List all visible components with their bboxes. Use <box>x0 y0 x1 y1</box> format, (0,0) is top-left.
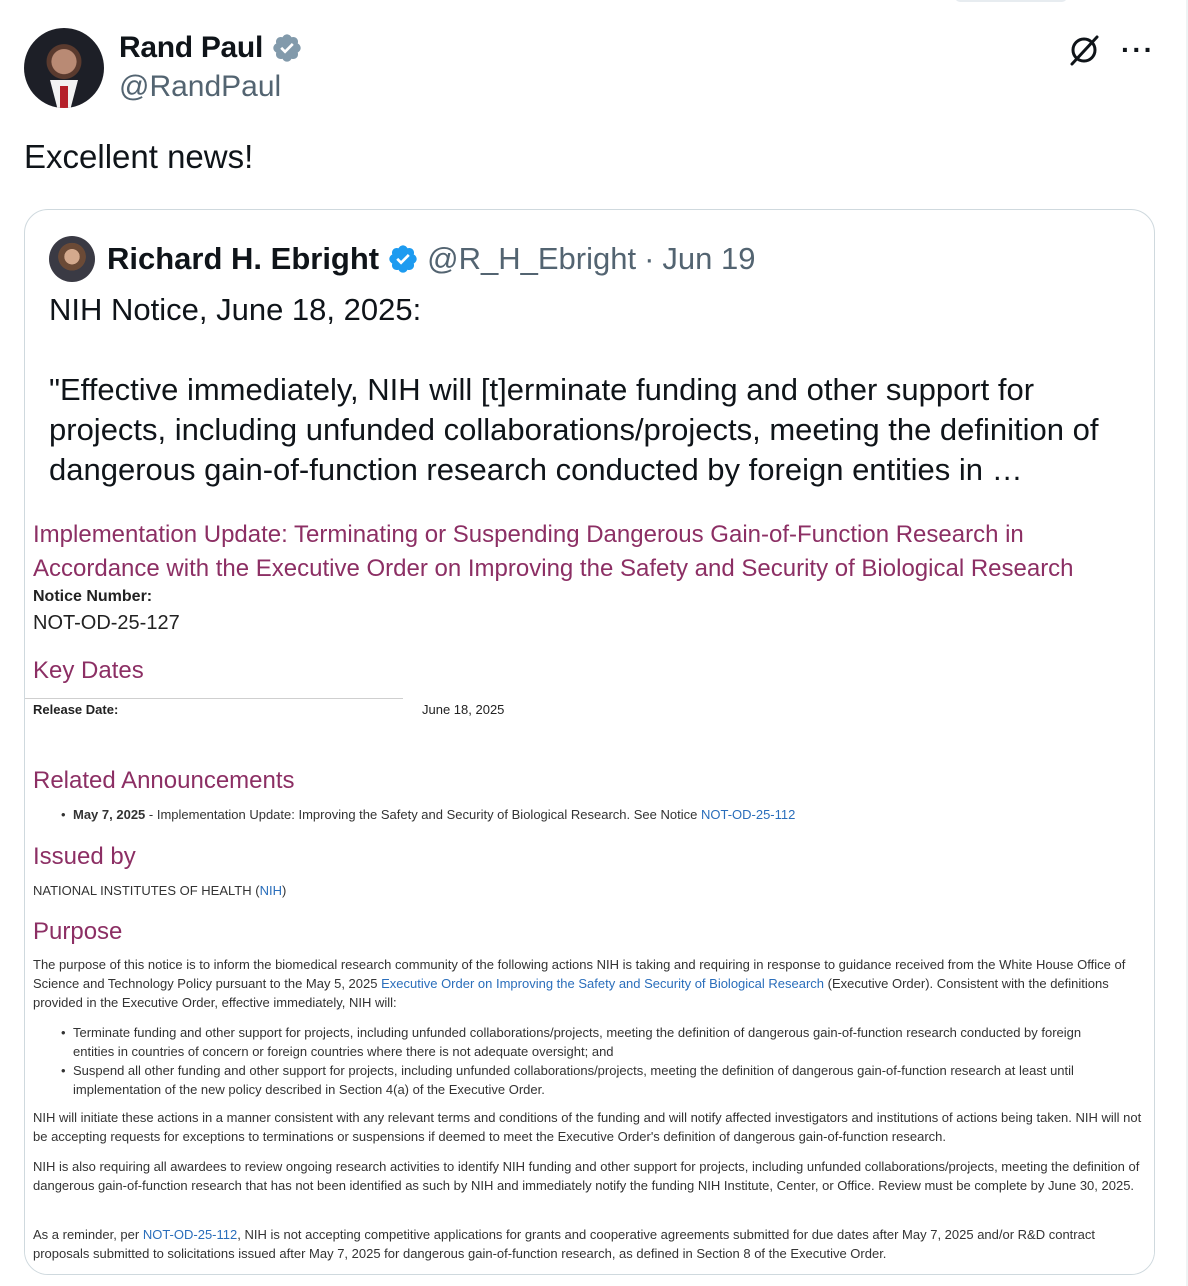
not-od-link: NOT-OD-25-112 <box>142 1227 238 1242</box>
list-item: • Terminate funding and other support for projects, including unfunded collaborations/projects, meeting the definition of dangerous gain-of-function research conducted by foreign entities in countries of concern or foreign countries where there is not adequate oversight; and <box>61 1023 1121 1061</box>
quoted-line-2: "Effective immediately, NIH will [t]erminate funding and other support for projects, including unfunded collaborations/projects, meeting the definition of dangerous gain-of-function research conducted by foreign entities in … <box>49 372 1099 487</box>
related-date: May 7, 2025 <box>73 807 146 822</box>
executive-order-link: Executive Order on Improving the Safety and Security of Biological Research <box>381 976 825 991</box>
notice-title: Implementation Update: Terminating or Suspending Dangerous Gain-of-Function Research in Accordance with the Executive Order on Improving the Safety and Security of Biological Research <box>33 521 1074 582</box>
related-text: - Implementation Update: Improving the Safety and Security of Biological Research. See Notice <box>145 807 701 822</box>
avatar[interactable] <box>24 28 104 108</box>
purpose-paragraph-3: NIH is also requiring all awardees to review ongoing research activities to identify NIH funding and other support for projects, including unfunded collaborations/projects, meeting the definition of dangerous gain-of-function research that has not been identified as such by NIH and immediately notify the funding NIH Institute, Center, or Office. Review must be complete by June 30, 2025. <box>33 1159 1140 1193</box>
issued-link: NIH <box>259 883 282 898</box>
purpose-bullets <box>61 1023 1121 1099</box>
related-list <box>61 805 795 824</box>
quoted-line-1: NIH Notice, June 18, 2025: <box>49 292 422 327</box>
list-item <box>61 805 795 824</box>
verified-badge-icon <box>387 243 419 275</box>
grok-icon <box>1067 33 1101 67</box>
post-header <box>24 28 1164 110</box>
related-link: NOT-OD-25-112 <box>700 807 796 822</box>
release-date: June 18, 2025 <box>422 702 505 717</box>
quoted-author-handle: @R_H_Ebright <box>427 241 637 276</box>
quoted-author-name: Richard H. Ebright <box>107 241 380 276</box>
issued-text: NATIONAL INSTITUTES OF HEALTH (NIH) <box>33 883 287 898</box>
purpose-heading: Purpose <box>33 918 123 945</box>
release-date-label: Release Date: <box>33 702 119 717</box>
notice-image <box>25 512 1155 1275</box>
quoted-author-line <box>49 236 756 282</box>
issued-heading: Issued by <box>33 843 136 870</box>
top-scroll-pill <box>955 0 1067 2</box>
post-text: Excellent news! <box>24 138 254 175</box>
quoted-avatar <box>49 236 95 282</box>
notice-number-label: Notice Number: <box>33 588 153 605</box>
author-name-line <box>119 30 303 66</box>
author-display-name[interactable]: Rand Paul <box>119 31 263 64</box>
quoted-separator: · <box>644 241 655 276</box>
grok-button[interactable] <box>1064 32 1104 68</box>
related-heading: Related Announcements <box>33 767 295 794</box>
list-item: • Suspend all other funding and other support for projects, including unfunded collaborations/projects, meeting the definition of dangerous gain-of-function research at least until implementation of the new policy described in Section 4(a) of the Executive Order. <box>61 1061 1121 1099</box>
purpose-paragraph-2: NIH will initiate these actions in a manner consistent with any relevant terms and conditions of the funding and will notify affected investigators and institutions of actions being taken. NIH will not be accepting requests for exceptions to terminations or suspensions if deemed to meet the Executive Order's definition of dangerous gain-of-function research. <box>33 1110 1142 1144</box>
purpose-paragraph-4: As a reminder, per NOT-OD-25-112, NIH is not accepting competitive applications for grants and cooperative agreements submitted for due dates after May 7, 2025 and/or R&D contract proposals submitted to solicitations issued after May 7, 2025 for dangerous gain-of-function research, as defined in Section 8 of the Executive Order. <box>33 1227 1095 1261</box>
key-dates-heading: Key Dates <box>33 657 144 684</box>
key-dates-divider <box>25 698 403 699</box>
verified-badge-icon <box>271 32 303 64</box>
more-icon[interactable]: ··· <box>1121 34 1155 65</box>
quoted-date: Jun 19 <box>662 241 756 276</box>
author-handle[interactable]: @RandPaul <box>119 70 282 103</box>
purpose-paragraph-1: The purpose of this notice is to inform the biomedical research community of the following actions NIH is taking and requiring in response to guidance received from the White House Office of Science and Technology Policy pursuant to the May 5, 2025 Executive Order on Improving the Safety and Security of Biological Research (Executive Order). Consistent with the definitions provided in the Executive Order, effective immediately, NIH will: <box>33 957 1126 1010</box>
quoted-post[interactable] <box>24 209 1155 1275</box>
notice-number: NOT-OD-25-127 <box>33 612 180 634</box>
quoted-text <box>49 290 1139 490</box>
